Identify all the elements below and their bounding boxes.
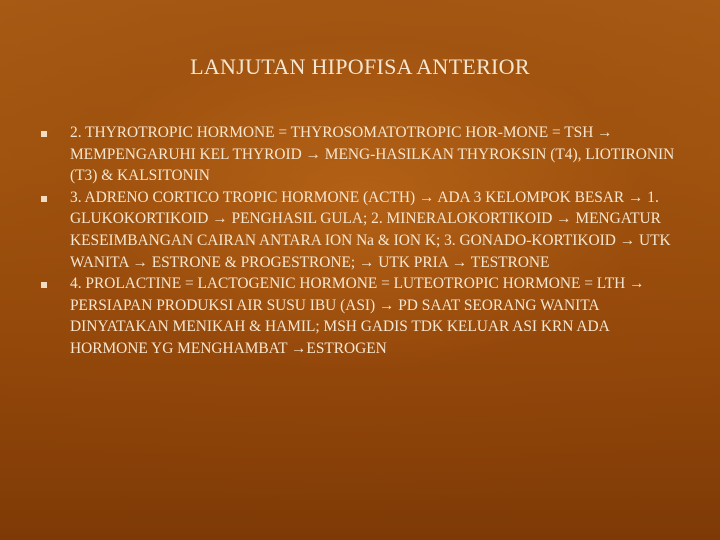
bullet-item-acth xyxy=(40,187,680,273)
bullet-text: 4. PROLACTINE = LACTOGENIC HORMONE = LUTEOTROPIC HORMONE = LTH → PERSIAPAN PRODUKSI AIR SUSU IBU (ASI) → PD SAAT SEORANG WANITA DINYATAKAN MENIKAH & HAMIL; MSH GADIS TDK KELUAR ASI KRN ADA HORMONE YG MENGHAMBAT →ESTROGEN xyxy=(70,275,645,357)
bullet-item-tsh xyxy=(40,122,680,187)
square-bullet-icon xyxy=(41,282,47,288)
square-bullet-icon xyxy=(41,131,47,137)
bullet-text: 3. ADRENO CORTICO TROPIC HORMONE (ACTH) → ADA 3 KELOMPOK BESAR → 1. GLUKOKORTIKOID → PENGHASIL GULA; 2. MINERALOKORTIKOID → MENGATUR KESEIMBANGAN CAIRAN ANTARA ION Na & ION K; 3. GONADO-KORTIKOID → UTK WANITA → ESTRONE & PROGESTRONE; → UTK PRIA → TESTRONE xyxy=(70,188,671,271)
slide-title: LANJUTAN HIPOFISA ANTERIOR xyxy=(190,54,530,79)
bullet-item-prolactine xyxy=(40,273,680,359)
bullet-list xyxy=(40,122,680,360)
square-bullet-icon xyxy=(41,196,47,202)
bullet-text: 2. THYROTROPIC HORMONE = THYROSOMATOTROPIC HOR-MONE = TSH → MEMPENGARUHI KEL THYROID → MENG-HASILKAN THYROKSIN (T4), LIOTIRONIN (T3) & KALSITONIN xyxy=(70,124,675,185)
